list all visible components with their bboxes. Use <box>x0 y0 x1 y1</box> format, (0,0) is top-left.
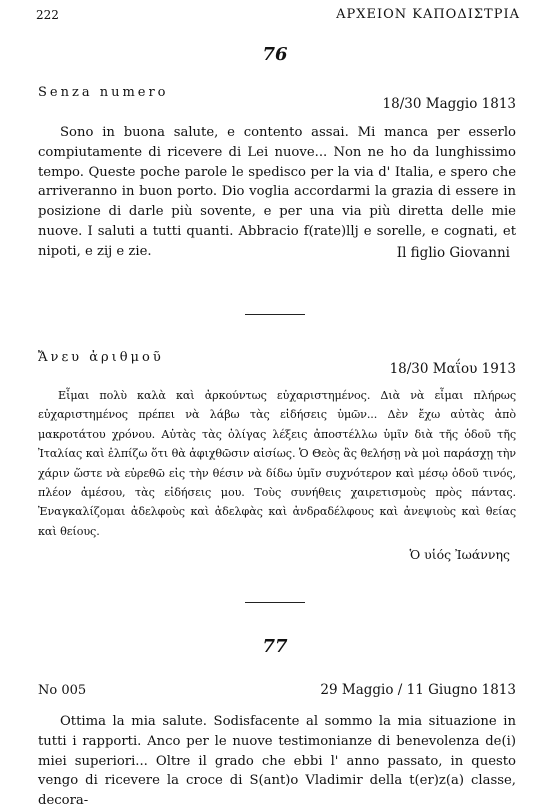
letter-signature-italian: Il figlio Giovanni <box>396 245 510 261</box>
section-divider <box>0 300 550 319</box>
letter-header-italian: Senza numero <box>38 85 169 100</box>
letter-date-italian-77: 29 Maggio / 11 Giugno 1813 <box>320 682 516 698</box>
letter-header-greek: Ἄνευ ἀριθμοῦ <box>38 350 164 365</box>
section-divider <box>0 588 550 607</box>
letter-body-greek: Εἶμαι πολὺ καλὰ καὶ ἀρκούντως εὐχαριστημένος. Διὰ νὰ εἶμαι πλήρως εὐχαριστημένος πρέπει νὰ λάβω τὰς εἰδήσεις ὑμῶν... Δὲν ἔχω αὐτὰς ἀπὸ μακροτάτου χρόνου. Αὐτὰς τὰς ὀλίγας λέξεις ἀποστέλλω ὑμῖν διὰ τῆς ὁδοῦ τῆς Ἰταλίας καὶ ἐλπίζω ὅτι θὰ ἀφιχθῶσιν αἰσίως. Ὁ Θεὸς ἂς θελήσῃ νὰ μοὶ παράσχῃ τὴν χάριν ὥστε νὰ εὑρεθῶ εἰς τὴν θέσιν νὰ δίδω ὑμῖν συχνότερον καὶ μέσῳ ὁδοῦ τινός, πλέον ἀμέσου, τὰς εἰδήσεις μου. Τοὺς συνήθεις χαιρετισμοὺς πρὸς πάντας. Ἐναγκαλίζομαι ἀδελφοὺς καὶ ἀδελφὰς καὶ ἀνδραδέλφους καὶ ἀνεψιοὺς καὶ θείας καὶ θείους. <box>38 389 516 538</box>
document-number-77: 77 <box>262 636 288 657</box>
letter-header-italian-77: No 005 <box>38 683 87 698</box>
letter-date-greek: 18/30 Μαΐου 1913 <box>389 361 516 377</box>
document-number-76: 76 <box>262 44 288 65</box>
letter-date-italian: 18/30 Maggio 1813 <box>382 96 516 112</box>
letter-body-italian-77: Ottima la mia salute. Sodisfacente al sommo la mia situazione in tutti i rapporti. Anco per le nuove testimonianze di benevolenza de(i) miei superiori... Oltre il grado che ebbi l' anno passato, in questo vengo di ricevere la croce di S(ant)o Vladimir della t(er)z(a) classe, decora- <box>38 714 516 809</box>
running-head: ΑΡΧΕΙΟΝ ΚΑΠΟΔΙΣΤΡΙΑ <box>336 7 520 22</box>
letter-body-italian: Sono in buona salute, e contento assai. Mi manca per esserlo compiutamente di ricevere di Lei nuove... Non ne ho da lunghissimo tempo. Queste poche parole le spedisco per la via d' Italia, e spero che arriveranno in buon porto. Dio voglia accordarmi la grazia di essere in posizione di darle più sovente, e per una via più diretta delle mie nuove. I saluti a tutti quanti. Abbracio f(rate)llj e sorelle, e cognati, et nipoti, e zij e zie. <box>38 125 516 259</box>
letter-signature-greek: Ὁ υἱός Ἰωάννης <box>409 547 510 562</box>
page-number: 222 <box>36 8 59 22</box>
